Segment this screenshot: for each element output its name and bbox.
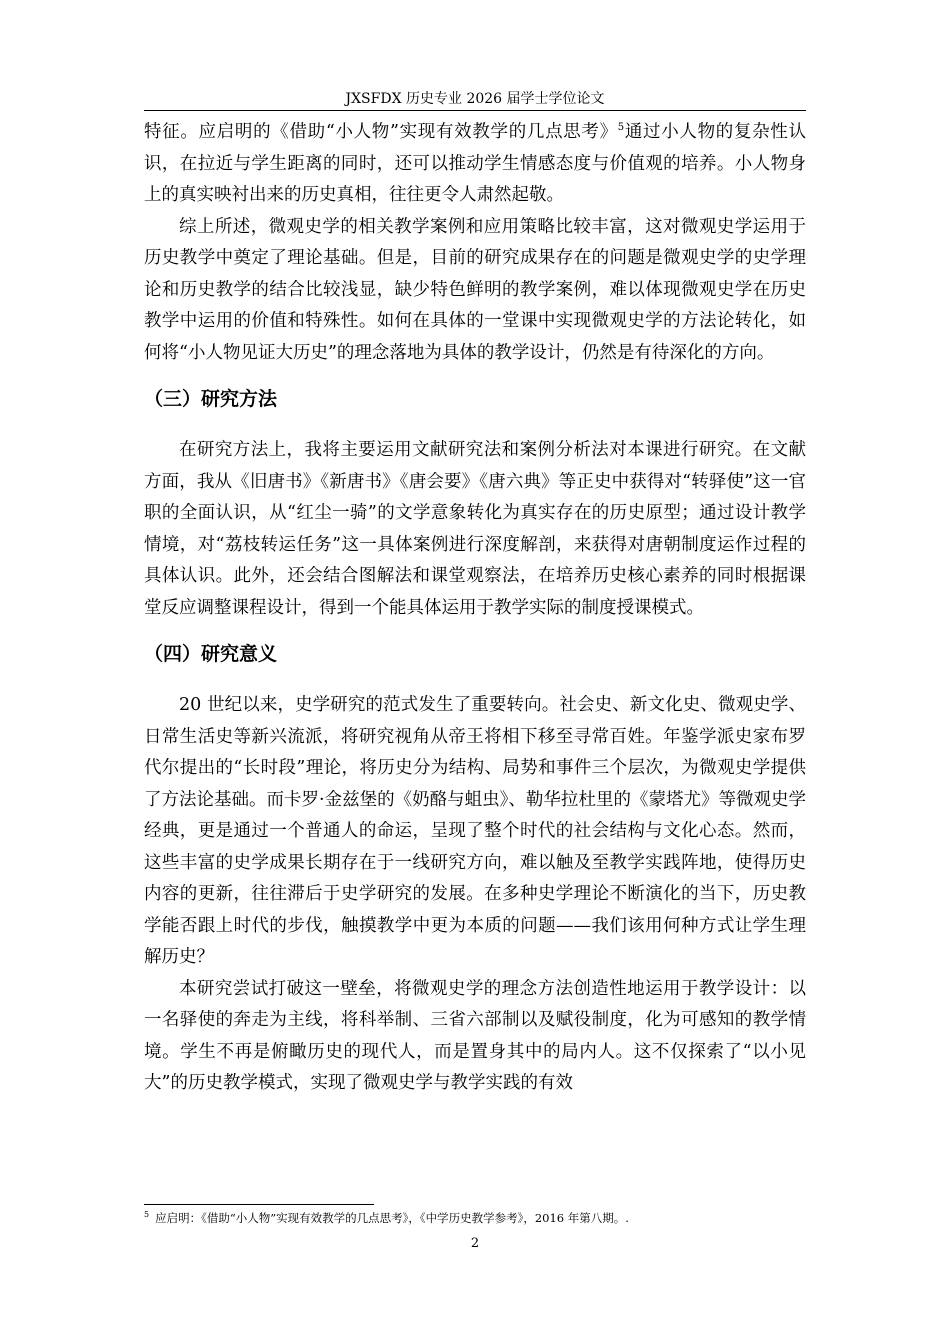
footnote-rule xyxy=(144,1204,374,1205)
paragraph: 本研究尝试打破这一壁垒，将微观史学的理念方法创造性地运用于教学设计：以一名驿使的奔走为主线，将科举制、三省六部制以及赋役制度，化为可感知的教学情境。学生不再是俯瞰历史的现代人，而是置身其中的局内人。这不仅探索了“以小见大”的历史教学模式，实现了微观史学与教学实践的有效 xyxy=(144,978,806,1093)
paragraph-text: 特征。应启明的《借助“小人物”实现有效教学的几点思考》 xyxy=(144,122,618,142)
header-rule xyxy=(144,110,806,111)
footnote-ref[interactable]: 5 xyxy=(617,122,625,134)
running-header: JXSFDX 历史专业 2026 届学士学位论文 xyxy=(345,91,605,107)
page-body xyxy=(144,117,806,1100)
footnote xyxy=(144,1208,806,1228)
footnote-text: 应启明：《借助“小人物”实现有效教学的几点思考》，《中学历史教学参考》，2016 年第八期。. xyxy=(155,1211,629,1225)
section-heading: （四）研究意义 xyxy=(144,643,278,665)
paragraph-text: 通过小人物的复杂性认识，在拉近与学生距离的同时，还可以推动学生情感态度与价值观的培养。小人物身上的真实映衬出来的历史真相，往往更令人肃然起敬。 xyxy=(144,122,806,205)
paragraph: 综上所述，微观史学的相关教学案例和应用策略比较丰富，这对微观史学运用于历史教学中奠定了理论基础。但是，目前的研究成果存在的问题是微观史学的史学理论和历史教学的结合比较浅显，缺少特色鲜明的教学案例，难以体现微观史学在历史教学中运用的价值和特殊性。如何在具体的一堂课中实现微观史学的方法论转化，如何将“小人物见证大历史”的理念落地为具体的教学设计，仍然是有待深化的方向。 xyxy=(144,216,806,363)
section-heading: （三）研究方法 xyxy=(144,388,278,410)
page-number: 2 xyxy=(470,1236,480,1251)
footnote-mark: 5 xyxy=(144,1210,150,1220)
paragraph xyxy=(144,117,806,212)
paragraph: 20 世纪以来，史学研究的范式发生了重要转向。社会史、新文化史、微观史学、日常生活史等新兴流派，将研究视角从帝王将相下移至寻常百姓。年鉴学派史家布罗代尔提出的“长时段”理论，将历史分为结构、局势和事件三个层次，为微观史学提供了方法论基础。而卡罗·金兹堡的《奶酪与蛆虫》、勒华拉杜里的《蒙塔尤》等微观史学经典，更是通过一个普通人的命运，呈现了整个时代的社会结构与文化心态。然而，这些丰富的史学成果长期存在于一线研究方向，难以触及至教学实践阵地，使得历史内容的更新，往往滞后于史学研究的发展。在多种史学理论不断演化的当下，历史教学能否跟上时代的步伐，触摸教学中更为本质的问题——我们该用何种方式让学生理解历史？ xyxy=(144,695,806,967)
paragraph: 在研究方法上，我将主要运用文献研究法和案例分析法对本课进行研究。在文献方面，我从《旧唐书》《新唐书》《唐会要》《唐六典》等正史中获得对“转驿使”这一官职的全面认识，从“红尘一骑”的文学意象转化为真实存在的历史原型；通过设计教学情境，对“荔枝转运任务”这一具体案例进行深度解剖，来获得对唐朝制度运作过程的具体认识。此外，还会结合图解法和课堂观察法，在培养历史核心素养的同时根据课堂反应调整课程设计，得到一个能具体运用于教学实际的制度授课模式。 xyxy=(144,440,806,618)
